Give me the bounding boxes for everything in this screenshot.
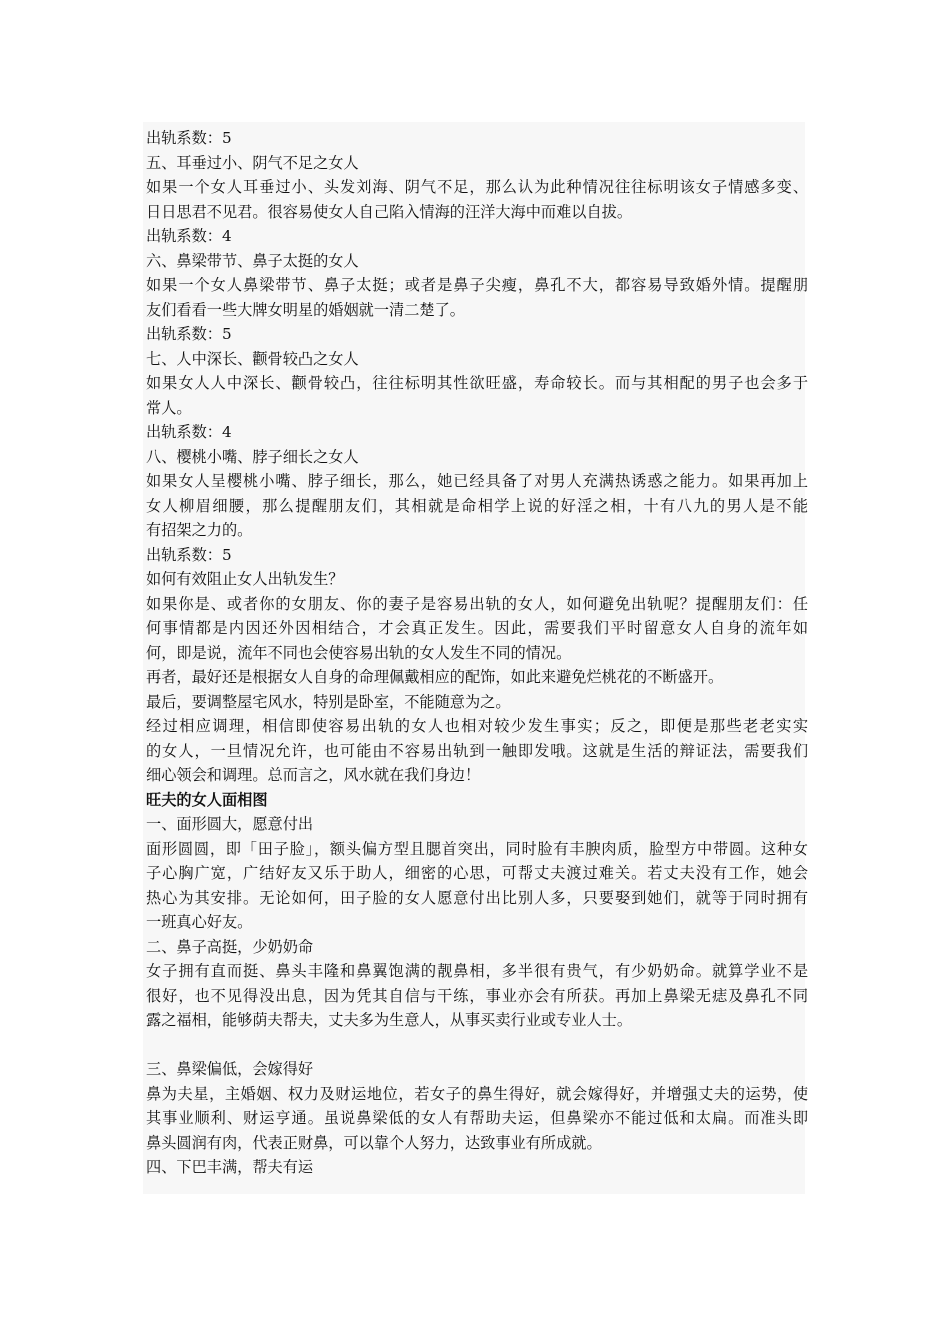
- text-line: 如果女人呈樱桃小嘴、脖子细长，那么，她已经具备了对男人充满热诱惑之能力。如果再加上: [146, 472, 808, 490]
- text-line: 出轨系数：4: [146, 423, 232, 441]
- text-line: 如果一个女人耳垂过小、头发刘海、阴气不足，那么认为此种情况往往标明该女子情感多变、: [146, 178, 808, 196]
- section-heading: 一、面形圆大，愿意付出: [146, 815, 314, 833]
- text-line: 细心领会和调理。总而言之，风水就在我们身边！: [146, 766, 481, 784]
- text-line: 露之福相，能够荫夫帮夫，丈夫多为生意人，从事买卖行业或专业人士。: [146, 1011, 632, 1029]
- text-line: 友们看看一些大牌女明星的婚姻就一清二楚了。: [146, 300, 465, 319]
- text-line: 常人。: [146, 398, 192, 417]
- text-line: 何，即是说，流年不同也会使容易出轨的女人发生不同的情况。: [146, 643, 572, 662]
- text-line: 很好，也不见得没出息，因为凭其自信与干练，事业亦会有所获。再加上鼻梁无痣及鼻孔不同: [146, 986, 808, 1005]
- section-heading: 七、人中深长、颧骨较凸之女人: [146, 349, 359, 368]
- text-line: 的女人，一旦情况允许，也可能由不容易出轨到一触即发哦。这就是生活的辩证法，需要我们: [146, 741, 808, 760]
- section-heading: 四、下巴丰满，帮夫有运: [146, 1158, 314, 1176]
- text-line: 女子拥有直而挺、鼻头丰隆和鼻翼饱满的靓鼻相，多半很有贵气，有少奶奶命。就算学业不是: [146, 962, 808, 980]
- blank-line: [146, 1033, 808, 1058]
- article-body: [146, 126, 808, 1180]
- text-line: 女人柳眉细腰，那么提醒朋友们，其相就是命相学上说的好淫之相，十有八九的男人是不能: [146, 496, 808, 515]
- text-line: 何事情都是内因还外因相结合，才会真正发生。因此，需要我们平时留意女人自身的流年如: [146, 619, 808, 637]
- section-heading: 六、鼻梁带节、鼻子太挺的女人: [146, 251, 359, 270]
- text-line: 经过相应调理，相信即使容易出轨的女人也相对较少发生事实；反之，即便是那些老老实实: [146, 717, 808, 735]
- text-line: 子心胸广宽，广结好友又乐于助人，细密的心思，可帮丈夫渡过难关。若丈夫没有工作，她会: [146, 864, 808, 882]
- section-heading: 八、樱桃小嘴、脖子细长之女人: [146, 447, 359, 466]
- text-line: 出轨系数：5: [146, 129, 232, 147]
- text-line: 出轨系数：4: [146, 227, 232, 245]
- text-line: 一班真心好友。: [146, 913, 253, 931]
- bold-heading: 旺夫的女人面相图: [146, 790, 268, 809]
- text-line: 如果你是、或者你的女朋友、你的妻子是容易出轨的女人，如何避免出轨呢？提醒朋友们：任: [146, 594, 808, 613]
- text-line: 面形圆圆，即「田子脸」，额头偏方型且腮首突出，同时脸有丰腴肉质，脸型方中带圆。这种女: [146, 839, 808, 858]
- section-heading: 三、鼻梁偏低，会嫁得好: [146, 1060, 314, 1078]
- text-line: 出轨系数：5: [146, 545, 232, 564]
- section-heading: 五、耳垂过小、阴气不足之女人: [146, 153, 359, 172]
- text-line: 鼻为夫星，主婚姻、权力及财运地位，若女子的鼻生得好，就会嫁得好，并增强丈夫的运势，使: [146, 1084, 808, 1103]
- text-line: 日日思君不见君。很容易使女人自己陷入情海的汪洋大海中而难以自拔。: [146, 202, 632, 221]
- text-line: 如果女人人中深长、颧骨较凸，往往标明其性欲旺盛，寿命较长。而与其相配的男子也会多于: [146, 374, 808, 392]
- text-line: 再者，最好还是根据女人自身的命理佩戴相应的配饰，如此来避免烂桃花的不断盛开。: [146, 668, 724, 686]
- text-line: 出轨系数：5: [146, 325, 232, 343]
- text-line: 最后，要调整屋宅风水，特别是卧室，不能随意为之。: [146, 692, 511, 711]
- text-line: 如果一个女人鼻梁带节、鼻子太挺；或者是鼻子尖瘦，鼻孔不大，都容易导致婚外情。提醒朋: [146, 276, 808, 294]
- text-line: 有招架之力的。: [146, 521, 253, 539]
- section-heading: 如何有效阻止女人出轨发生？: [146, 570, 344, 588]
- text-line: 其事业顺利、财运亨通。虽说鼻梁低的女人有帮助夫运，但鼻梁亦不能过低和太扁。而准头即: [146, 1109, 808, 1127]
- text-line: 热心为其安排。无论如何，田子脸的女人愿意付出比别人多，只要娶到她们，就等于同时拥有: [146, 888, 808, 907]
- section-heading: 二、鼻子高挺，少奶奶命: [146, 937, 314, 956]
- text-line: 鼻头圆润有肉，代表正财鼻，可以靠个人努力，达致事业有所成就。: [146, 1133, 602, 1152]
